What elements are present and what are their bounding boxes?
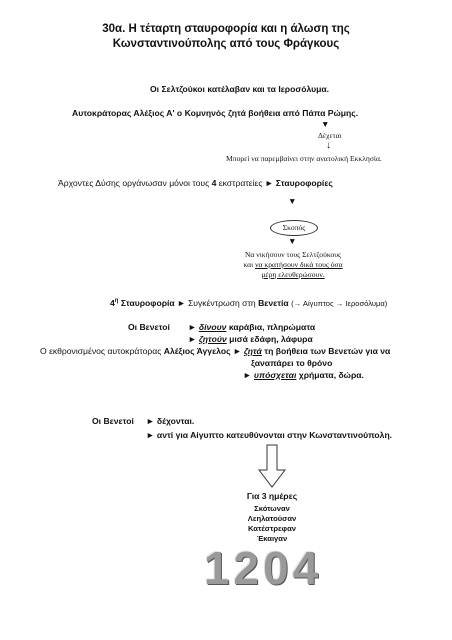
down-triangle-icon: ▼ xyxy=(288,236,297,246)
goal-line-2-underlined: να κρατήσουν δικά τους όσα xyxy=(255,260,343,269)
goal-line-2 xyxy=(218,260,368,269)
fourth-place: Βενετία xyxy=(258,298,289,308)
angelos-rest-1: τη βοήθεια των Βενετών για να xyxy=(264,346,391,356)
venetians-ask-rest: μισά εδάφη, λάφυρα xyxy=(229,334,313,344)
venetians-accept: δέχονται. xyxy=(156,416,195,426)
goal-oval: Σκοπός xyxy=(270,220,318,236)
fourth-label: Σταυροφορία xyxy=(120,298,175,308)
outcome-item: Έκαιγαν xyxy=(256,534,288,543)
outcome-item: Κατέστρεφαν xyxy=(247,524,296,533)
angelos-prefix: Ο εκθρονισμένος αυτοκράτορας xyxy=(40,346,162,356)
venetians-redirect-line xyxy=(146,430,392,440)
right-arrow-icon: ► xyxy=(243,370,252,380)
venetians-give-rest: καράβια, πληρώματα xyxy=(228,322,316,332)
right-arrow-icon: ► xyxy=(188,322,197,332)
intro-seljuks: Οι Σελτζούκοι κατέλαβαν και τα Ιεροσόλυμα. xyxy=(150,84,330,94)
goal-line-1: Να νικήσουν τους Σελτζούκους xyxy=(244,250,342,259)
right-arrow-icon: ► xyxy=(177,298,186,308)
angelos-rest-2: χρήματα, δώρα. xyxy=(298,370,364,380)
right-arrow-icon: ► xyxy=(264,178,274,188)
goal-line-2-prefix: και xyxy=(243,260,254,269)
fourth-sup: η xyxy=(114,298,119,305)
outcome-item: Σκότωναν xyxy=(254,504,290,513)
goal-line-3: μέρη ελευθερώσουν. xyxy=(261,270,325,279)
right-arrow-icon: ► xyxy=(146,430,155,440)
verb-promise: υπόσχεται xyxy=(253,370,297,380)
fourth-text: Συγκέντρωση στη xyxy=(187,298,256,308)
venetians-accept-line xyxy=(146,416,194,426)
big-down-arrow-icon xyxy=(258,444,286,488)
pope-accepts: Δέχεται xyxy=(318,131,342,140)
verb-ask: ζητούν xyxy=(198,334,227,344)
down-triangle-icon: ▼ xyxy=(288,196,297,206)
pope-intervene: Μπορεί να παρεμβαίνει στην ανατολική Εκκλησία. xyxy=(226,154,382,163)
pope-arrow-icon: ▼ xyxy=(321,119,330,129)
angelos-line-3 xyxy=(243,370,364,380)
crusades-text-prefix: Άρχοντες Δύσης οργάνωσαν μόνοι τους xyxy=(58,178,210,188)
right-arrow-icon: ► xyxy=(146,416,155,426)
angelos-line-1 xyxy=(40,346,390,356)
venetians-label-2: Οι Βενετοί xyxy=(92,416,134,426)
angelos-name: Αλέξιος Άγγελος xyxy=(163,346,231,356)
angelos-line-2: ξαναπάρει το θρόνο xyxy=(251,358,333,368)
year-1204: 1204 xyxy=(203,542,323,594)
crusades-line xyxy=(58,178,333,188)
outcome-days: Για 3 ημέρες xyxy=(246,491,298,501)
crusades-number: 4 xyxy=(211,178,217,188)
verb-request: ζητά xyxy=(243,346,262,356)
page-title-line-1: 30α. Η τέταρτη σταυροφορία και η άλωση της xyxy=(102,23,350,35)
venetians-give-line xyxy=(188,322,315,332)
down-arrow-icon: ↓ xyxy=(326,140,331,151)
fourth-route: (→ Αίγυπτος → Ιεροσόλυμα) xyxy=(291,299,388,308)
venetians-label: Οι Βενετοί xyxy=(128,322,170,332)
fourth-number: 4 xyxy=(110,298,115,308)
intro-alexios-request: Αυτοκράτορας Αλέξιος Α' ο Κομνηνός ζητά βοήθεια από Πάπα Ρώμης. xyxy=(72,108,359,118)
fourth-crusade-line xyxy=(110,298,387,308)
crusades-label: Σταυροφορίες xyxy=(275,178,333,188)
venetians-ask-line xyxy=(188,334,313,344)
right-arrow-icon: ► xyxy=(188,334,197,344)
crusades-text-suffix: εκστρατείες xyxy=(218,178,263,188)
verb-give: δίνουν xyxy=(198,322,227,332)
page-title-line-2: Κωνσταντινούπολης από τους Φράγκους xyxy=(112,38,340,50)
outcome-item: Λεηλατούσαν xyxy=(247,514,297,523)
right-arrow-icon: ► xyxy=(232,346,242,356)
venetians-redirect: αντί για Αίγυπτο κατευθύνονται στην Κωνσταντινούπολη. xyxy=(156,430,393,440)
